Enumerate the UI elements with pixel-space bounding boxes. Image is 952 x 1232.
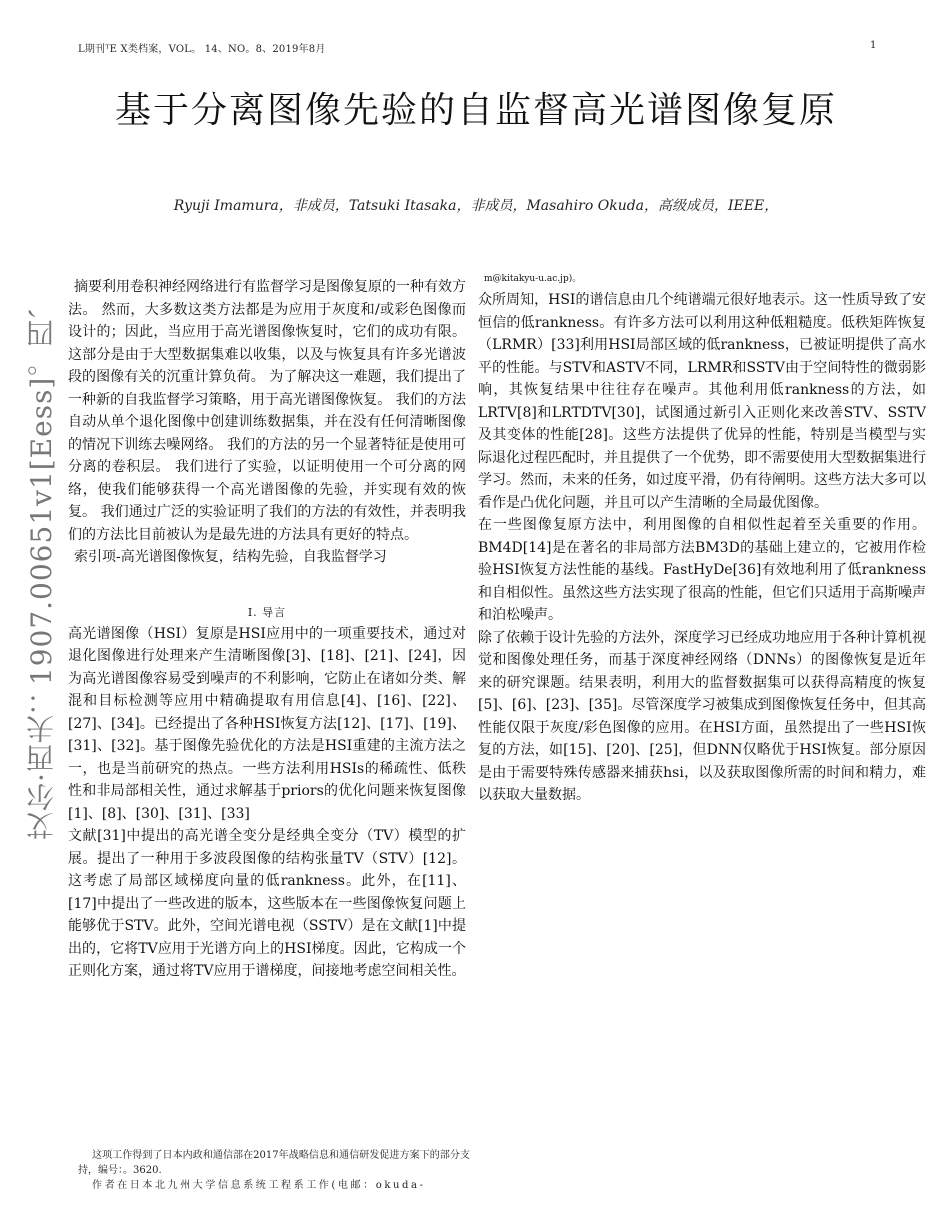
intro-paragraph-2: 文献[31]中提出的高光谱全变分是经典全变分（TV）模型的扩展。提出了一种用于多波段图像的结构张量TV（STV）[12]。这考虑了局部区域梯度向量的低rankness。此外，在[11]、[17]中提出了一些改进的版本，这些版本在一些图像恢复问题上能够优于STV。此外，空间光谱电视（SSTV）是在文献[1]中提出的，它将TV应用于光谱方向上的HSI梯度。因此，它构成一个正则化方案，通过将TV应用于谱梯度，间接地考虑空间相关性。 bbox=[68, 828, 466, 979]
footnote-funding: 这项工作得到了日本内政和通信部在2017年战略信息和通信研发促进方案下的部分支持，编号：。3620. bbox=[78, 1150, 470, 1176]
intro-paragraph-1: 高光谱图像（HSI）复原是HSI应用中的一项重要技术，通过对退化图像进行处理来产生清晰图像[3]、[18]、[21]、[24]，因为高光谱图像容易受到噪声的不利影响，它防止在诸如分类、解混和目标检测等应用中精确提取有用信息[4]、[16]、[22]、[27]、[34]。已经提出了各种HSI恢复方法[12]、[17]、[19]、[31]、[32]。基于图像先验优化的方法是HSI重建的主流方法之一，也是当前研究的热点。一些方法利用HSIs的稀疏性、低秩性和非局部相关性，通过求解基于priors的优化问题来恢复图像[1]、[8]、[30]、[31]、[33] bbox=[68, 625, 466, 822]
footnote-affiliation: 作者在日本北九州大学信息系统工程系工作(电邮：okuda- bbox=[92, 1180, 426, 1191]
section-heading-introduction: I. 导言 bbox=[247, 605, 287, 619]
author-line: Ryuji Imamura，非成员，Tatsuki Itasaka，非成员，Masahiro Okuda，高级成员，IEEE， bbox=[173, 198, 779, 214]
body-paragraph-3: 除了依赖于设计先验的方法外，深度学习已经成功地应用于各种计算机视觉和图像处理任务，而基于深度神经网络（DNNs）的图像恢复是近年来的研究课题。结果表明，利用大的监督数据集可以获得高精度的恢复[5]、[6]、[23]、[35]。尽管深度学习被集成到图像恢复任务中，但其高性能仅限于灰度/彩色图像的应用。在HSI方面，虽然提出了一些HSI恢复的方法，如[15]、[20]、[25]，但DNN仅略优于HSI恢复。部分原因是由于需要特殊传感器来捕获hsi，以及获取图像所需的时间和精力，难以获取大量数据。 bbox=[478, 629, 926, 803]
email-fragment: m@kitakyu-u.ac.jp)。 bbox=[484, 274, 582, 284]
body-paragraph-2: 在一些图像复原方法中，利用图像的自相似性起着至关重要的作用。BM4D[14]是在著名的非局部方法BM3D的基础上建立的，它被用作检验HSI恢复方法性能的基线。FastHyDe[36]有效地利用了低rankness和自相似性。虽然这些方法实现了很高的性能，但它们只适用于高斯噪声和泊松噪声。 bbox=[478, 517, 926, 623]
paper-title: 基于分离图像先验的自监督高光谱图像复原 bbox=[114, 90, 837, 131]
right-column bbox=[478, 271, 926, 807]
arxiv-side-identifier: 艾尔·西夫：1907.00651v1[Eess]。四、 bbox=[25, 289, 58, 840]
body-paragraph-1: 众所周知，HSI的谱信息由几个纯谱端元很好地表示。这一性质导致了安恒信的低rankness。有许多方法可以利用这种低粗糙度。低秩矩阵恢复（LRMR）[33]利用HSI局部区域的低rankness，已被证明提供了高水平的性能。与STV和ASTV不同，LRMR和SSTV由于空间特性的微弱影响，其恢复结果中往往存在噪声。其他利用低rankness的方法，如LRTV[8]和LRTDTV[30]，试图通过新引入正则化来改善STV、SSTV及其变体的性能[28]。这些方法提供了优异的性能，特别是当模型与实际退化过程匹配时，并且提供了一个优势，即不需要使用大型数据集进行学习。然而，未来的任务，如过度平滑，仍有待阐明。这些方法大多可以看作是凸优化问题，并且可以产生清晰的全局最优图像。 bbox=[478, 292, 926, 511]
index-terms: 索引项-高光谱图像恢复，结构先验，自我监督学习 bbox=[74, 549, 387, 565]
running-head: L期刊ᵀE X类档案，VOL。 14、NO。8、2019年8月 bbox=[78, 44, 326, 55]
abstract: 摘要利用卷积神经网络进行有监督学习是图像复原的一种有效方法。 然而，大多数这类方法都是为应用于灰度和/或彩色图像而设计的；因此，当应用于高光谱图像恢复时，它们的成功有限。 这部分是由于大型数据集难以收集，以及与恢复具有许多光谱波段的图像有关的沉重计算负荷。 为了解决这一难题，我们提出了一种新的自我监督学习策略，用于高光谱图像恢复。 我们的方法自动从单个退化图像中创建训练数据集，并在没有任何清晰图像的情况下训练去噪网络。 我们的方法的另一个显著特征是使用可分离的卷积层。 我们进行了实验，以证明使用一个可分离的网络，使我们能够获得一个高光谱图像的先验，并实现有效的恢复。 我们通过广泛的实验证明了我们的方法的有效性，并表明我们的方法比目前被认为是最先进的方法具有更好的特点。 bbox=[68, 279, 466, 543]
footnote bbox=[78, 1148, 470, 1193]
page-number: 1 bbox=[870, 40, 877, 51]
left-column bbox=[68, 276, 466, 983]
